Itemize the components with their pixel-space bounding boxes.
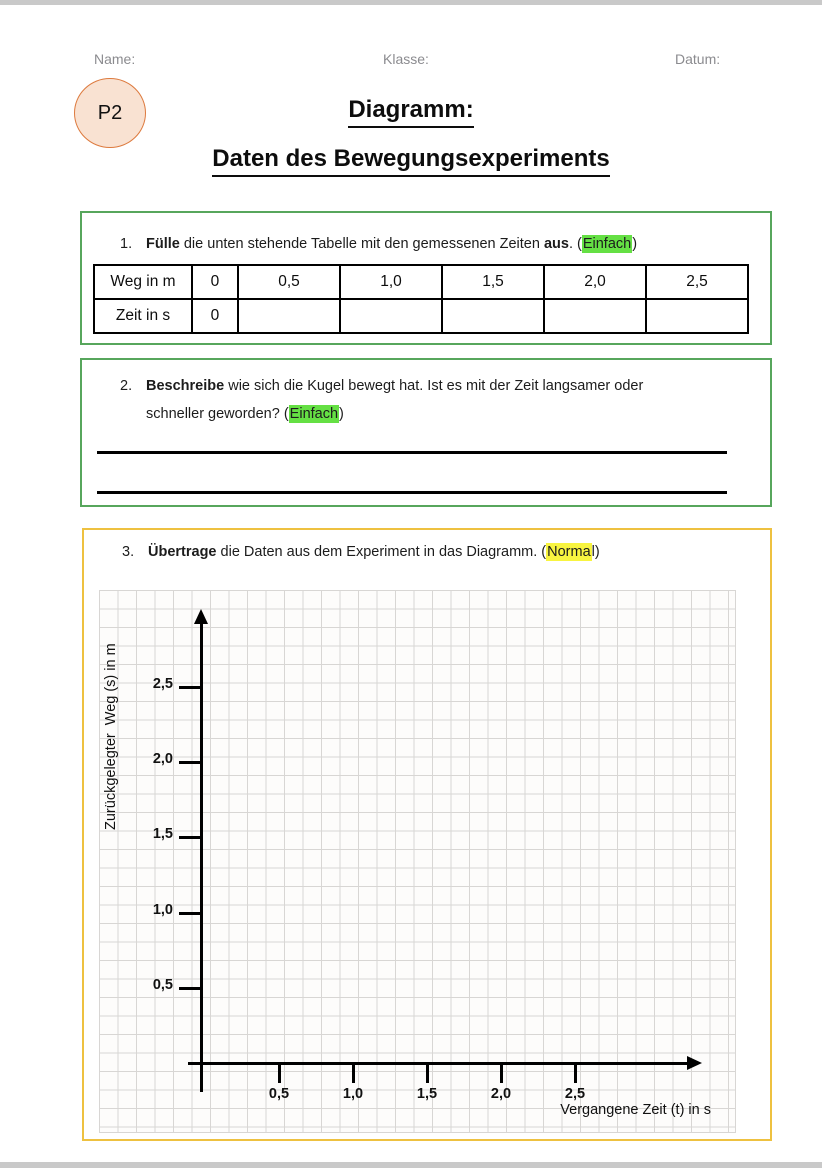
zeit-cell-5[interactable] [646, 299, 748, 333]
y-tick-1_0 [179, 912, 203, 915]
task1-box [80, 211, 772, 345]
page-top-edge [0, 0, 822, 5]
task2-verb: Beschreibe [146, 378, 225, 394]
zeit-cell-2[interactable] [340, 299, 442, 333]
x-tick-label-1_5: 1,5 [416, 1086, 438, 1102]
x-tick-label-2_5: 2,5 [564, 1086, 586, 1102]
task2-text-line2: schneller geworden? ( [146, 406, 289, 422]
task1-bold-end: aus [543, 236, 569, 252]
task3-text: die Daten aus dem Experiment in das Diagramm. ( [216, 544, 547, 560]
task3-box [82, 528, 772, 1141]
y-axis-title: Zurückgelegter Weg (s) in m [103, 643, 119, 830]
x-axis-title: Vergangene Zeit (t) in s [560, 1102, 711, 1118]
task2-text-close: ) [339, 406, 344, 422]
weg-cell-4: 2,0 [544, 265, 646, 299]
task3-text-close: l) [591, 544, 600, 560]
task1-text: die unten stehende Tabelle mit den gemessenen Zeiten [179, 236, 544, 252]
diagram-grid[interactable] [99, 590, 736, 1133]
y-tick-2_5 [179, 686, 203, 689]
page-title: Diagramm: [348, 96, 473, 128]
datum-label: Datum: [675, 51, 721, 67]
title-block [0, 96, 822, 177]
x-tick-label-1_0: 1,0 [342, 1086, 364, 1102]
zeit-cell-3[interactable] [442, 299, 544, 333]
weg-cell-2: 1,0 [340, 265, 442, 299]
weg-cell-1: 0,5 [238, 265, 340, 299]
measurement-table [93, 264, 749, 334]
task1-instruction [82, 230, 770, 258]
zeit-cell-1[interactable] [238, 299, 340, 333]
page-bottom-edge [0, 1162, 822, 1168]
task2-instruction-line2 [82, 400, 770, 428]
y-axis [200, 622, 203, 1092]
answer-line-2[interactable] [97, 491, 727, 494]
task1-difficulty-badge: Einfach [582, 236, 632, 252]
p2-badge-label: P2 [97, 101, 123, 124]
x-tick-0_5 [278, 1062, 281, 1083]
zeit-cell-0: 0 [192, 299, 238, 333]
y-tick-label-2_0: 2,0 [152, 751, 173, 767]
klasse-label: Klasse: [383, 51, 429, 67]
task1-text-after: . ( [568, 236, 582, 252]
table-row-zeit [94, 299, 748, 333]
weg-cell-3: 1,5 [442, 265, 544, 299]
row-label-weg: Weg in m [94, 265, 192, 299]
task2-number: 2. [120, 378, 133, 394]
task1-text-close: ) [632, 236, 638, 252]
task3-number: 3. [122, 544, 135, 560]
task3-verb: Übertrage [148, 544, 217, 560]
weg-cell-5: 2,5 [646, 265, 748, 299]
task3-difficulty-badge: Norma [547, 544, 591, 560]
x-axis [188, 1062, 688, 1065]
y-tick-label-0_5: 0,5 [152, 977, 173, 993]
y-tick-label-1_0: 1,0 [152, 902, 173, 918]
y-axis-arrow-icon [194, 609, 208, 624]
task1-number: 1. [120, 236, 133, 252]
task3-instruction [84, 538, 770, 566]
y-tick-label-1_5: 1,5 [152, 826, 173, 842]
task2-text-line1: wie sich die Kugel bewegt hat. Ist es mit der Zeit langsamer oder [224, 378, 644, 394]
x-tick-2_5 [574, 1062, 577, 1083]
x-tick-1_0 [352, 1062, 355, 1083]
row-label-zeit: Zeit in s [94, 299, 192, 333]
y-tick-0_5 [179, 987, 203, 990]
x-tick-label-0_5: 0,5 [268, 1086, 290, 1102]
x-tick-label-2_0: 2,0 [490, 1086, 512, 1102]
x-axis-arrow-icon [687, 1056, 702, 1070]
task1-verb: Fülle [146, 236, 180, 252]
answer-line-1[interactable] [97, 451, 727, 454]
name-label: Name: [94, 51, 136, 67]
task2-instruction-line1 [82, 372, 770, 400]
y-tick-1_5 [179, 836, 203, 839]
page-subtitle: Daten des Bewegungsexperiments [212, 145, 609, 177]
task2-difficulty-badge: Einfach [289, 406, 339, 422]
y-tick-2_0 [179, 761, 203, 764]
x-tick-2_0 [500, 1062, 503, 1083]
x-tick-1_5 [426, 1062, 429, 1083]
table-row-weg [94, 265, 748, 299]
zeit-cell-4[interactable] [544, 299, 646, 333]
y-tick-label-2_5: 2,5 [152, 676, 173, 692]
weg-cell-0: 0 [192, 265, 238, 299]
task2-box [80, 358, 772, 507]
